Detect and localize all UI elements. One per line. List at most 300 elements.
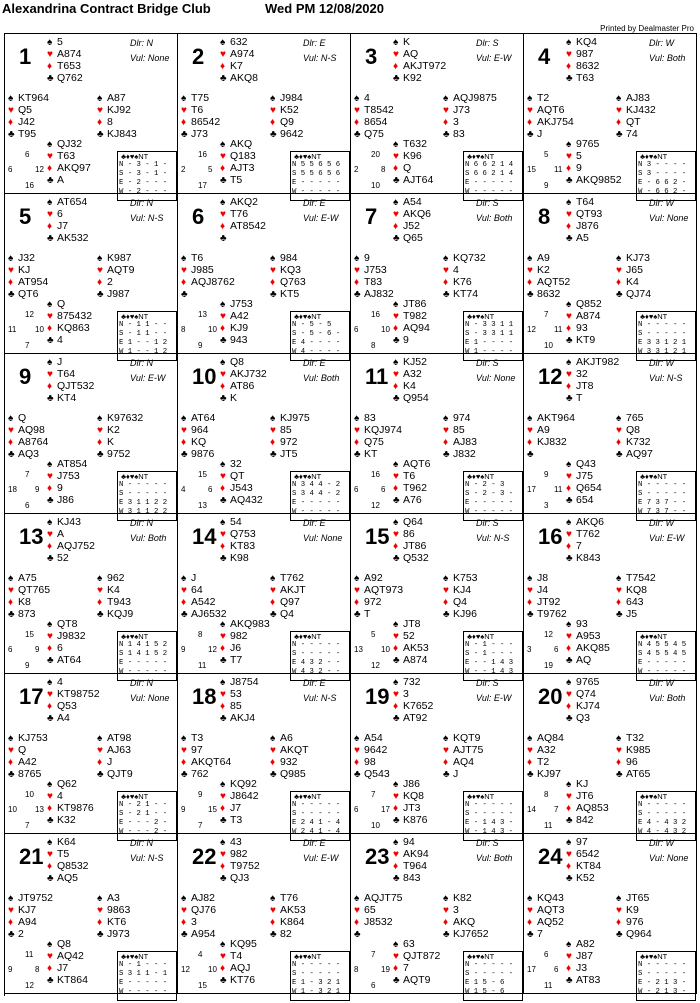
cards: A874 [403, 654, 428, 666]
cards: 5 [576, 150, 582, 162]
heart-suit-icon: ♥ [527, 425, 533, 436]
cards: AK94 [403, 848, 429, 860]
hand-east [443, 732, 483, 780]
cards: A9 [537, 252, 550, 264]
cards: 762 [191, 768, 209, 780]
hearts-holding [220, 208, 266, 220]
hearts-holding [47, 470, 87, 482]
spades-holding [616, 732, 651, 744]
hand-east [97, 572, 133, 620]
spade-suit-icon: ♠ [566, 37, 572, 48]
cards: AQ5 [57, 872, 79, 884]
club-suit-icon: ♣ [566, 655, 573, 666]
hearts-holding [354, 264, 394, 276]
heart-suit-icon: ♥ [443, 585, 449, 596]
diamonds-holding [566, 860, 601, 872]
diamonds-holding [47, 220, 89, 232]
club-suit-icon: ♣ [566, 975, 573, 986]
cards: 943 [230, 334, 248, 346]
dd-row: E - - - - - [292, 179, 341, 187]
spade-suit-icon: ♠ [566, 517, 572, 528]
hand-south [393, 298, 430, 346]
hcp-s: 7 [25, 821, 30, 830]
cards: T [576, 392, 583, 404]
hcp-w: 11 [8, 325, 17, 334]
hand-north [566, 836, 601, 884]
diamond-suit-icon: ♦ [270, 917, 276, 928]
dd-header: ♣♦♥♠NT [465, 952, 495, 961]
board-15 [351, 514, 524, 674]
hand-west [181, 732, 231, 780]
club-suit-icon: ♣ [566, 393, 573, 404]
cards: AT65 [626, 768, 651, 780]
hearts-holding [97, 904, 130, 916]
cards: AQT52 [537, 276, 571, 288]
club-suit-icon: ♣ [527, 129, 534, 140]
diamond-suit-icon: ♦ [616, 117, 622, 128]
hand-north [220, 836, 260, 884]
hand-east [443, 252, 486, 300]
cards: A54 [364, 732, 383, 744]
diamond-suit-icon: ♦ [566, 221, 572, 232]
heart-suit-icon: ♥ [527, 105, 533, 116]
cards: QT [626, 116, 641, 128]
hcp-n: 16 [198, 150, 207, 159]
spades-holding [566, 356, 619, 368]
heart-suit-icon: ♥ [47, 631, 53, 642]
cards: J6 [230, 642, 242, 654]
spades-holding [220, 618, 270, 630]
cards: T3 [191, 732, 204, 744]
clubs-holding [97, 608, 133, 620]
spades-holding [443, 892, 489, 904]
board-16 [524, 514, 697, 674]
cards: T5 [230, 174, 243, 186]
board-number: 9 [19, 364, 32, 389]
spades-holding [47, 196, 89, 208]
cards: T943 [107, 596, 131, 608]
cards: AJT64 [403, 174, 434, 186]
dd-row: W 1 - - - - [465, 348, 514, 356]
cards: K732 [626, 436, 651, 448]
hearts-holding [220, 790, 259, 802]
dd-row: S - - - - - [638, 970, 687, 978]
hcp-n: 12 [25, 310, 34, 319]
vulnerability-label: Vul: Both [649, 693, 686, 703]
cards: KQ3 [280, 264, 302, 276]
cards: J7 [230, 802, 242, 814]
cards: 3 [191, 916, 197, 928]
cards: 2 [107, 276, 113, 288]
diamonds-holding [616, 116, 656, 128]
spade-suit-icon: ♠ [393, 299, 399, 310]
cards: JT8 [576, 380, 594, 392]
heart-suit-icon: ♥ [270, 745, 276, 756]
diamond-suit-icon: ♦ [181, 917, 187, 928]
cards: K [230, 392, 238, 404]
dd-header: ♣♦♥♠NT [119, 792, 149, 801]
dd-row: W - - 1 4 3 [465, 668, 514, 676]
board-number: 12 [538, 364, 563, 389]
spades-holding [393, 458, 430, 470]
dd-row: E - 2 1 3 - [638, 979, 687, 987]
cards: KT4 [57, 392, 77, 404]
heart-suit-icon: ♥ [270, 585, 276, 596]
hcp-n: 8 [544, 790, 549, 799]
dd-row: E - - - - - [465, 179, 514, 187]
hcp-w: 10 [8, 805, 17, 814]
club-suit-icon: ♣ [393, 495, 400, 506]
heart-suit-icon: ♥ [181, 265, 187, 276]
diamonds-holding [220, 642, 270, 654]
cards: AJ832 [364, 288, 394, 300]
dd-row: N - 1 - - - [119, 961, 168, 969]
cards: A874 [57, 48, 82, 60]
heart-suit-icon: ♥ [527, 905, 533, 916]
spade-suit-icon: ♠ [181, 893, 187, 904]
hand-east [270, 572, 306, 620]
hcp-n: 9 [198, 790, 203, 799]
dd-row: W 3 1 1 2 2 [119, 508, 168, 516]
hearts-holding [8, 744, 48, 756]
hand-south [566, 938, 600, 986]
cards: K8 [18, 596, 31, 608]
club-suit-icon: ♣ [220, 335, 227, 346]
heart-suit-icon: ♥ [270, 425, 276, 436]
clubs-holding [443, 928, 489, 940]
spades-holding [393, 138, 433, 150]
dd-row: N - - - - - [119, 481, 168, 489]
hand-south [47, 778, 94, 826]
club-suit-icon: ♣ [443, 769, 450, 780]
spade-suit-icon: ♠ [47, 197, 53, 208]
dd-row: E 2 4 1 - 4 [292, 819, 341, 827]
dd-row: N - - - - - [638, 321, 687, 329]
cards: A82 [576, 938, 595, 950]
clubs-holding [47, 654, 86, 666]
heart-suit-icon: ♥ [181, 905, 187, 916]
hand-north [47, 676, 100, 724]
hearts-holding [443, 584, 478, 596]
cards: QJT872 [403, 950, 441, 962]
diamond-suit-icon: ♦ [354, 277, 360, 288]
cards: A32 [537, 744, 556, 756]
diamond-suit-icon: ♦ [443, 437, 449, 448]
hearts-holding [220, 630, 270, 642]
dealer-label: Dlr: N [130, 838, 153, 848]
hcp-s: 10 [371, 181, 380, 190]
double-dummy-table [290, 951, 350, 1001]
clubs-holding [8, 608, 50, 620]
hcp-s: 9 [544, 181, 549, 190]
cards: KT9 [576, 334, 596, 346]
diamonds-holding [97, 436, 143, 448]
cards: KQ863 [57, 322, 90, 334]
club-suit-icon: ♣ [393, 393, 400, 404]
hearts-holding [393, 150, 433, 162]
hcp-n: 16 [371, 310, 380, 319]
dd-header: ♣♦♥♠NT [465, 312, 495, 321]
hcp-e: 10 [208, 965, 217, 974]
cards: KJ9 [230, 322, 249, 334]
dd-header: ♣♦♥♠NT [292, 632, 322, 641]
diamonds-holding [393, 60, 446, 72]
hand-south [566, 458, 602, 506]
dd-row: S - 1 1 - - [119, 330, 168, 338]
hcp-w: 9 [181, 805, 186, 814]
cards: AKQT [280, 744, 309, 756]
diamond-suit-icon: ♦ [393, 803, 399, 814]
spade-suit-icon: ♠ [443, 413, 449, 424]
dd-row: W 2 4 1 - 4 [292, 828, 341, 836]
clubs-holding [47, 712, 100, 724]
spades-holding [393, 196, 431, 208]
diamond-suit-icon: ♦ [566, 861, 572, 872]
dd-row: N - - - - - [638, 481, 687, 489]
hcp-n: 15 [198, 470, 207, 479]
dd-row: E - - - - - [465, 499, 514, 507]
dd-row: E - - - - - [119, 979, 168, 987]
club-suit-icon: ♣ [443, 929, 450, 940]
diamonds-holding [443, 436, 477, 448]
spade-suit-icon: ♠ [47, 357, 53, 368]
board-20 [524, 674, 697, 834]
club-suit-icon: ♣ [181, 289, 188, 300]
hcp-e: 7 [554, 805, 559, 814]
cards: QJ32 [57, 138, 83, 150]
hand-south [47, 138, 91, 186]
dd-row: E 1 - - - - [465, 339, 514, 347]
heart-suit-icon: ♥ [393, 791, 399, 802]
hearts-holding [47, 310, 92, 322]
cards: 875432 [57, 310, 93, 322]
clubs-holding [220, 174, 256, 186]
spade-suit-icon: ♠ [527, 93, 533, 104]
cards: 9 [576, 162, 582, 174]
diamonds-holding [47, 540, 95, 552]
hcp-s: 12 [25, 981, 34, 990]
board-12 [524, 354, 697, 514]
dd-row: E 1 5 - 6 [465, 979, 505, 987]
heart-suit-icon: ♥ [566, 529, 572, 540]
cards: KT5 [280, 288, 300, 300]
cards: T5 [57, 848, 70, 860]
vulnerability-label: Vul: N-S [649, 373, 683, 383]
spade-suit-icon: ♠ [527, 893, 533, 904]
cards: 9642 [280, 128, 304, 140]
heart-suit-icon: ♥ [393, 311, 399, 322]
clubs-holding [220, 392, 267, 404]
clubs-holding [97, 128, 137, 140]
heart-suit-icon: ♥ [220, 311, 226, 322]
hand-north [566, 516, 604, 564]
spades-holding [47, 938, 88, 950]
dd-row: N - 1 1 - - [119, 321, 168, 329]
cards: T7542 [626, 572, 656, 584]
club-suit-icon: ♣ [393, 815, 400, 826]
dd-row: W - 1 4 3 - [465, 828, 514, 836]
dd-row: W 1 - - 1 2 [119, 348, 168, 356]
cards: 9765 [576, 138, 600, 150]
dd-row: N - 5 - 5 [292, 321, 332, 329]
hearts-holding [47, 368, 94, 380]
hcp-n: 9 [544, 470, 549, 479]
cards: JT6 [576, 790, 594, 802]
spades-holding [566, 836, 601, 848]
diamond-suit-icon: ♦ [47, 541, 53, 552]
hcp-compass [524, 947, 569, 1003]
spade-suit-icon: ♠ [354, 733, 360, 744]
spades-holding [97, 572, 133, 584]
cards: 8632 [576, 60, 600, 72]
cards: K32 [57, 814, 76, 826]
cards: AK53 [280, 904, 306, 916]
hand-south [393, 778, 428, 826]
clubs-holding [270, 448, 310, 460]
club-suit-icon: ♣ [181, 129, 188, 140]
diamond-suit-icon: ♦ [393, 861, 399, 872]
cards: AK53 [403, 642, 429, 654]
diamond-suit-icon: ♦ [354, 917, 360, 928]
spade-suit-icon: ♠ [354, 93, 360, 104]
cards: Q532 [403, 552, 429, 564]
cards: J985 [191, 264, 214, 276]
cards: AQJ9875 [453, 92, 497, 104]
clubs-holding [270, 288, 306, 300]
clubs-holding [354, 288, 394, 300]
cards: Q8532 [57, 860, 89, 872]
clubs-holding [354, 768, 390, 780]
spade-suit-icon: ♠ [354, 253, 360, 264]
vulnerability-label: Vul: E-W [130, 373, 166, 383]
heart-suit-icon: ♥ [220, 791, 226, 802]
club-suit-icon: ♣ [47, 815, 54, 826]
cards: QJ3 [230, 872, 250, 884]
cards: K92 [403, 72, 422, 84]
diamonds-holding [354, 436, 402, 448]
clubs-holding [47, 232, 89, 244]
clubs-holding [566, 814, 609, 826]
hearts-holding [566, 150, 622, 162]
diamond-suit-icon: ♦ [47, 701, 53, 712]
cards: KT83 [230, 540, 256, 552]
hcp-s: 7 [25, 341, 30, 350]
diamonds-holding [443, 596, 478, 608]
spade-suit-icon: ♠ [393, 37, 399, 48]
cards: Q64 [403, 516, 423, 528]
heart-suit-icon: ♥ [393, 209, 399, 220]
cards: 982 [230, 630, 248, 642]
hearts-holding [270, 584, 306, 596]
hcp-n: 6 [544, 950, 549, 959]
spades-holding [393, 938, 440, 950]
hearts-holding [181, 744, 231, 756]
dealer-label: Dlr: W [649, 678, 674, 688]
diamond-suit-icon: ♦ [47, 323, 53, 334]
vulnerability-label: Vul: E-W [476, 53, 512, 63]
vulnerability-label: Vul: E-W [649, 533, 685, 543]
hand-west [8, 892, 53, 940]
dd-row: S 3 - - - - [638, 170, 687, 178]
clubs-holding [616, 608, 656, 620]
hearts-holding [181, 104, 220, 116]
hearts-holding [97, 264, 134, 276]
diamond-suit-icon: ♦ [97, 117, 103, 128]
dd-row: W 1 5 - 6 [465, 988, 505, 996]
cards: J73 [191, 128, 208, 140]
spade-suit-icon: ♠ [220, 939, 226, 950]
hand-west [527, 892, 564, 940]
hearts-holding [393, 470, 430, 482]
cards: Q8 [230, 356, 245, 368]
diamonds-holding [393, 162, 433, 174]
cards: JT65 [626, 892, 650, 904]
diamonds-holding [47, 162, 91, 174]
cards: T64 [57, 368, 76, 380]
cards: 3 [453, 904, 459, 916]
dd-row: E - 6 6 2 - [638, 179, 687, 187]
cards: AQT6 [537, 104, 565, 116]
diamond-suit-icon: ♦ [393, 221, 399, 232]
cards: 3 [403, 688, 409, 700]
dd-row: E 4 - - - - [292, 339, 341, 347]
diamonds-holding [566, 540, 604, 552]
dd-row: N 4 5 5 4 5 [638, 641, 687, 649]
cards: 6 [57, 642, 63, 654]
diamonds-holding [220, 322, 253, 334]
cards: T9752 [230, 860, 260, 872]
heart-suit-icon: ♥ [220, 951, 226, 962]
spade-suit-icon: ♠ [393, 779, 399, 790]
hearts-holding [393, 310, 430, 322]
spade-suit-icon: ♠ [8, 413, 14, 424]
clubs-holding [47, 72, 83, 84]
diamonds-holding [393, 380, 429, 392]
dealer-label: Dlr: N [130, 38, 153, 48]
spade-suit-icon: ♠ [97, 253, 103, 264]
cards: A954 [191, 928, 216, 940]
clubs-holding [220, 334, 253, 346]
cards: K9 [626, 904, 639, 916]
hcp-n: 20 [371, 150, 380, 159]
spade-suit-icon: ♠ [566, 357, 572, 368]
diamond-suit-icon: ♦ [616, 757, 622, 768]
dd-row: E - - 1 4 3 [465, 659, 514, 667]
hand-east [270, 892, 306, 940]
cards: J8 [537, 572, 549, 584]
club-suit-icon: ♣ [616, 769, 623, 780]
vulnerability-label: Vul: Both [476, 213, 513, 223]
cards: 873 [18, 608, 36, 620]
dd-row: N 6 6 2 1 4 [465, 161, 514, 169]
hcp-w: 6 [354, 485, 359, 494]
dd-row: N - 3 - 1 - [119, 161, 168, 169]
hand-north [220, 516, 256, 564]
cards: T76 [230, 208, 249, 220]
cards: J987 [107, 288, 130, 300]
cards: A5 [576, 232, 589, 244]
spade-suit-icon: ♠ [566, 619, 572, 630]
cards: AKQ6 [576, 516, 605, 528]
spades-holding [220, 836, 260, 848]
hand-north [47, 356, 94, 404]
spade-suit-icon: ♠ [47, 837, 53, 848]
heart-suit-icon: ♥ [616, 585, 622, 596]
diamond-suit-icon: ♦ [566, 61, 572, 72]
dd-row: S - - - - - [292, 970, 341, 978]
club-suit-icon: ♣ [47, 393, 54, 404]
hcp-w: 12 [181, 965, 190, 974]
